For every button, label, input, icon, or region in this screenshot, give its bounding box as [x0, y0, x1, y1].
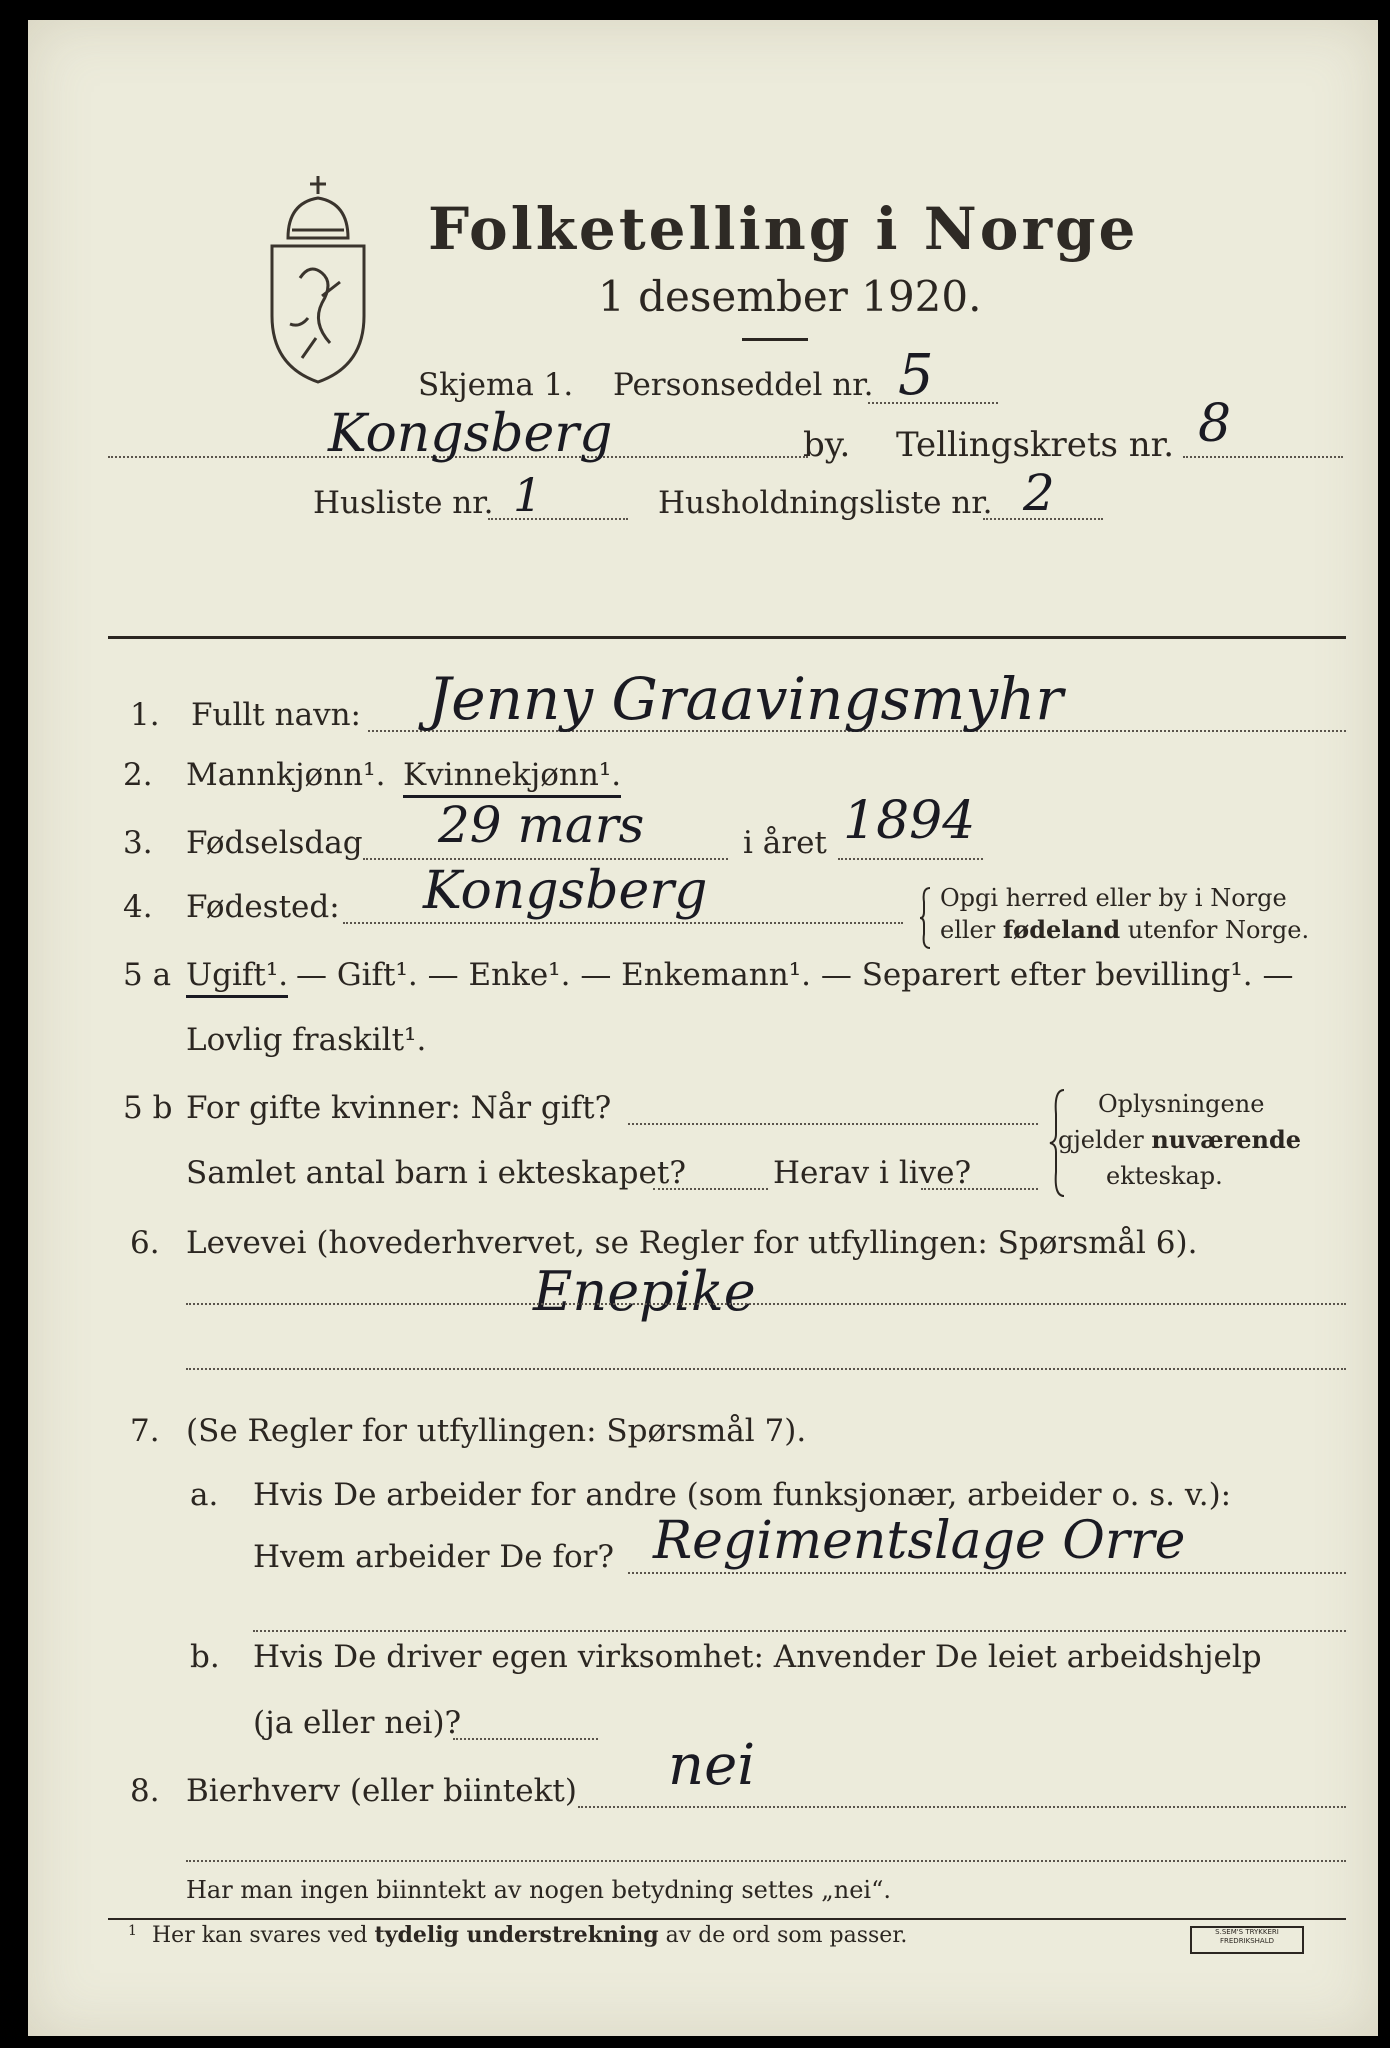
q7-number: 7. — [130, 1413, 160, 1449]
q4-label: Fødested: — [186, 889, 340, 925]
year-label: i året — [743, 825, 827, 861]
occupation-line-2 — [186, 1368, 1346, 1370]
q8-line — [578, 1806, 1346, 1808]
birthdate-value: 29 mars — [438, 796, 645, 854]
city-value: Kongsberg — [328, 404, 613, 464]
q7a-question: Hvem arbeider De for? — [253, 1539, 615, 1575]
q5b-number: 5 b — [123, 1090, 173, 1126]
q3-number: 3. — [123, 825, 153, 861]
q7b-text: Hvis De driver egen virksomhet: Anvender De leiet arbeidshjelp — [253, 1639, 1262, 1675]
footnote-text: Her kan svares ved tydelig understrekning av de ord som passer. — [152, 1922, 908, 1948]
q1-number: 1. — [130, 697, 160, 733]
q1-label: Fullt navn: — [191, 697, 361, 733]
q4-brace-icon — [918, 886, 932, 950]
tellingskrets-value: 8 — [1198, 394, 1232, 454]
q7b-letter: b. — [190, 1639, 220, 1675]
q7b-question: (ja eller nei)? — [253, 1705, 462, 1741]
tellingskrets-line — [1183, 456, 1343, 458]
birthyear-line — [838, 858, 983, 860]
birthdate-line — [363, 858, 728, 860]
printer-stamp: S.SEM'S TRYKKERI FREDRIKSHALD — [1190, 1926, 1304, 1954]
q8-label: Bierhverv (eller biintekt) — [186, 1773, 577, 1809]
q5b-children-label: Samlet antal barn i ekteskapet? — [186, 1155, 686, 1191]
q5b-alive-line — [921, 1188, 1038, 1190]
occupation-value: Enepike — [533, 1260, 756, 1323]
employer-line-2 — [253, 1630, 1346, 1632]
husliste-value: 1 — [513, 468, 543, 522]
q7-label: (Se Regler for utfyllingen: Spørsmål 7). — [186, 1413, 807, 1449]
tellingskrets-label: Tellingskrets nr. — [896, 425, 1175, 465]
secondary-income-value: nei — [668, 1733, 756, 1798]
q5b-children-line — [653, 1188, 768, 1190]
q8-line-2 — [186, 1860, 1346, 1862]
q7a-text: Hvis De arbeider for andre (som funksjonær, arbeider o. s. v.): — [253, 1477, 1232, 1513]
q5b-note-line1: Oplysningene — [1098, 1090, 1265, 1118]
husholdning-value: 2 — [1023, 464, 1055, 522]
husholdning-label: Husholdningsliste nr. — [658, 485, 993, 521]
q4-note-line2: eller fødeland utenfor Norge. — [940, 915, 1310, 944]
full-name-value: Jenny Graavingsmyhr — [428, 665, 1064, 733]
census-form-page — [28, 20, 1378, 2036]
q8-number: 8. — [130, 1773, 160, 1809]
by-label: by. — [803, 425, 851, 465]
personseddel-value: 5 — [898, 343, 934, 408]
q3-label: Fødselsdag — [186, 825, 363, 861]
marital-other-options: — Gift¹. — Enke¹. — Enkemann¹. — Separert efter bevilling¹. — — [296, 957, 1294, 993]
personseddel-label: Personseddel nr. — [613, 367, 874, 403]
q6-label: Levevei (hovederhvervet, se Regler for utfyllingen: Spørsmål 6). — [186, 1225, 1198, 1261]
gender-female-option-underlined: Kvinnekjønn¹. — [403, 760, 621, 798]
gender-male-option: Mannkjønn¹. — [186, 757, 386, 793]
census-date: 1 desember 1920. — [598, 272, 982, 321]
title-divider — [742, 338, 808, 341]
q7a-letter: a. — [190, 1477, 219, 1513]
birthyear-value: 1894 — [843, 791, 976, 851]
q5b-when-married-line — [628, 1123, 1038, 1125]
skjema-label: Skjema 1. — [418, 367, 574, 403]
birthplace-line — [343, 922, 903, 924]
q7b-line — [453, 1738, 598, 1740]
q5b-alive-label: Herav i live? — [773, 1155, 972, 1191]
q4-note-line1: Opgi herred eller by i Norge — [940, 884, 1287, 912]
employer-line — [628, 1572, 1346, 1574]
husliste-line — [488, 518, 628, 520]
q6-number: 6. — [130, 1225, 160, 1261]
q5a-number: 5 a — [123, 957, 172, 993]
footer-rule — [108, 1918, 1346, 1920]
marital-fraskilt-option: Lovlig fraskilt¹. — [186, 1022, 427, 1058]
footer-note: Har man ingen biinntekt av nogen betydning settes „nei“. — [186, 1876, 891, 1904]
employer-value: Regimentslage Orre — [653, 1511, 1186, 1571]
q4-number: 4. — [123, 889, 153, 925]
occupation-line-1 — [186, 1303, 1346, 1305]
birthplace-value: Kongsberg — [423, 861, 708, 921]
q5b-note-line2: gjelder nuværende — [1058, 1125, 1302, 1154]
q5b-when-married-label: For gifte kvinner: Når gift? — [186, 1090, 612, 1126]
coat-of-arms-icon — [258, 168, 378, 388]
marital-ugift-underlined: Ugift¹. — [186, 960, 288, 998]
header-rule — [108, 636, 1346, 639]
q5b-note-line3: ekteskap. — [1106, 1162, 1223, 1190]
footnote-number: 1 — [128, 1923, 137, 1939]
q2-number: 2. — [123, 757, 153, 793]
husliste-label: Husliste nr. — [313, 485, 494, 521]
form-title: Folketelling i Norge — [428, 195, 1139, 263]
